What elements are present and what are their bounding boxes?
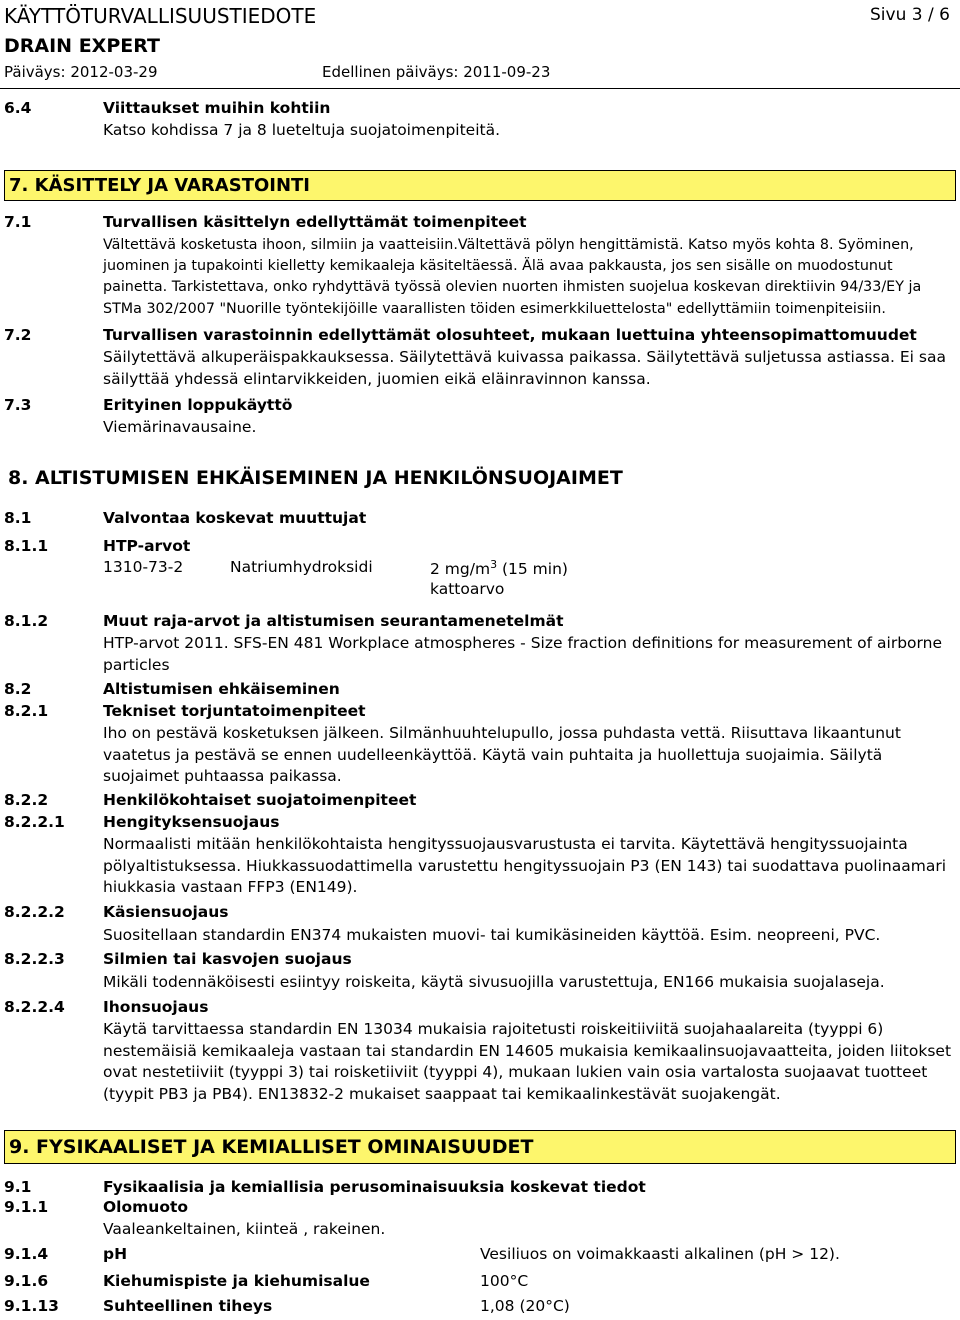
section-text: Viemärinavausaine. [103, 418, 257, 436]
section-text: HTP-arvot 2011. SFS-EN 481 Workplace atmospheres - Size fraction definitions for measurement of airborne particles [103, 634, 942, 674]
section-number: 8.2.2.2 [4, 903, 65, 921]
limit-value-exponent: 3 [490, 558, 498, 571]
limit-value-duration: (15 min) [497, 560, 568, 579]
section-number: 9.1.1 [4, 1198, 49, 1216]
section-number: 8.2 [4, 680, 32, 698]
section-title: Fysikaalisia ja kemiallisia perusominaisuuksia koskevat tiedot [103, 1178, 646, 1196]
section-9-heading: 9. FYSIKAALISET JA KEMIALLISET OMINAISUUDET [4, 1130, 956, 1164]
page-number: Sivu 3 / 6 [870, 5, 950, 25]
section-title: Silmien tai kasvojen suojaus [103, 950, 352, 968]
section-title: Henkilökohtaiset suojatoimenpiteet [103, 791, 417, 809]
property-value: Vesiliuos on voimakkaasti alkalinen (pH > 12). [480, 1245, 840, 1263]
section-number: 8.2.2.4 [4, 998, 65, 1016]
section-8-heading: 8. ALTISTUMISEN EHKÄISEMINEN JA HENKILÖNSUOJAIMET [8, 467, 623, 489]
section-number: 6.4 [4, 99, 32, 117]
section-number: 8.1 [4, 509, 32, 527]
section-title: Turvallisen varastoinnin edellyttämät olosuhteet, mukaan luettuina yhteensopimattomuudet [103, 326, 917, 344]
section-title: Käsiensuojaus [103, 903, 229, 921]
section-title: Viittaukset muihin kohtiin [103, 99, 331, 117]
section-title: Valvontaa koskevat muuttujat [103, 509, 367, 527]
previous-date: Edellinen päiväys: 2011-09-23 [322, 63, 551, 81]
issue-date: Päiväys: 2012-03-29 [4, 63, 158, 81]
section-number: 8.2.2 [4, 791, 49, 809]
section-title: Kiehumispiste ja kiehumisalue [103, 1272, 370, 1290]
property-value: 100°C [480, 1272, 529, 1290]
section-text: Vältettävä kosketusta ihoon, silmiin ja vaatteisiin.Vältettävä pölyn hengittämistä. Katso myös kohta 8. Syöminen, juominen ja tupakointi kielletty kemikaaleja käsiteltäessä. Älä avaa pakkausta, jos sen sisälle on muodostunut painetta. Tarkistettava, onko ryhdyttävä työssä olevien nuorten ihmisten suojelua koskevan direktiivin 94/33/EY ja STMa 302/2007 "Nuorille työntekijöille vaarallisten töiden esimerkkiluettelosta" edellyttämiin toimenpiteisiin. [103, 237, 922, 317]
limit-value [430, 558, 568, 578]
section-number: 8.1.2 [4, 612, 49, 630]
section-title: Olomuoto [103, 1198, 189, 1216]
section-title: Hengityksensuojaus [103, 813, 280, 831]
section-title: Ihonsuojaus [103, 998, 209, 1016]
limit-note: kattoarvo [430, 580, 505, 598]
product-name: DRAIN EXPERT [4, 35, 160, 57]
section-text: Iho on pestävä kosketuksen jälkeen. Silmänhuuhtelupullo, jossa puhdasta vettä. Riisuttava likaantunut vaatetus ja pestävä se ennen uudelleenkäyttöä. Käytä vain puhtaita ja huollettuja suojaimia. Säilytä suojaimet puhtaassa paikassa. [103, 724, 901, 785]
property-value: 1,08 (20°C) [480, 1297, 570, 1315]
section-title: HTP-arvot [103, 537, 191, 555]
section-number: 7.1 [4, 213, 32, 231]
section-text: Käytä tarvittaessa standardin EN 13034 mukaisia rajoitetusti roiskeitiiviitä suojahaalareita (tyyppi 6) nestemäisiä kemikaaleja vastaan tai standardin EN 14605 mukaisia kemikaalinsuojavaatteita, joiden liitokset ovat nestetiiviit (tyyppi 3) tai roisketiiviit (tyyppi 4), mukaan lukien vain osia vartalosta suojaavat tuotteet (tyypit PB3 ja PB4). EN13832-2 mukaiset saappaat tai kemikaalinkestävät suojakengät. [103, 1020, 952, 1103]
limit-value-number: 2 mg/m [430, 560, 491, 579]
section-number: 9.1.6 [4, 1272, 49, 1290]
section-number: 8.1.1 [4, 537, 49, 555]
section-title: Erityinen loppukäyttö [103, 396, 293, 414]
section-title: Turvallisen käsittelyn edellyttämät toimenpiteet [103, 213, 527, 231]
section-title: Suhteellinen tiheys [103, 1297, 273, 1315]
header-divider [0, 88, 960, 89]
section-title: pH [103, 1245, 128, 1263]
section-number: 9.1 [4, 1178, 32, 1196]
section-number: 8.2.2.1 [4, 813, 65, 831]
section-title: Tekniset torjuntatoimenpiteet [103, 702, 366, 720]
section-text: Vaaleankeltainen, kiinteä , rakeinen. [103, 1220, 386, 1238]
substance-name: Natriumhydroksidi [230, 558, 373, 576]
section-7-heading: 7. KÄSITTELY JA VARASTOINTI [4, 170, 956, 201]
section-number: 9.1.4 [4, 1245, 49, 1263]
section-number: 8.2.1 [4, 702, 49, 720]
document-title: KÄYTTÖTURVALLISUUSTIEDOTE [4, 4, 317, 28]
section-text: Säilytettävä alkuperäispakkauksessa. Säilytettävä kuivassa paikassa. Säilytettävä suljetussa astiassa. Ei saa säilyttää yhdessä elintarvikkeiden, juomien eikä eläinravinnon kanssa. [103, 348, 946, 388]
section-number: 8.2.2.3 [4, 950, 65, 968]
section-text: Katso kohdissa 7 ja 8 lueteltuja suojatoimenpiteitä. [103, 121, 501, 139]
section-title: Altistumisen ehkäiseminen [103, 680, 340, 698]
section-text: Mikäli todennäköisesti esiintyy roiskeita, käytä sivusuojilla varustettuja, EN166 mukaisia suojalaseja. [103, 973, 885, 991]
section-text: Normaalisti mitään henkilökohtaista hengityssuojausvarustusta ei tarvita. Käytettävä hengityssuojainta pölyaltistuksessa. Hiukkassuodattimella varustettu hengityssuojain P3 (EN 143) tai suodattava puolinaamari hiukkasia vastaan FFP3 (EN149). [103, 835, 947, 896]
section-title: Muut raja-arvot ja altistumisen seurantamenetelmät [103, 612, 564, 630]
cas-number: 1310-73-2 [103, 558, 184, 576]
section-text: Suositellaan standardin EN374 mukaisten muovi- tai kumikäsineiden käyttöä. Esim. neopreeni, PVC. [103, 926, 881, 944]
section-number: 7.2 [4, 326, 32, 344]
section-number: 9.1.13 [4, 1297, 59, 1315]
section-number: 7.3 [4, 396, 32, 414]
